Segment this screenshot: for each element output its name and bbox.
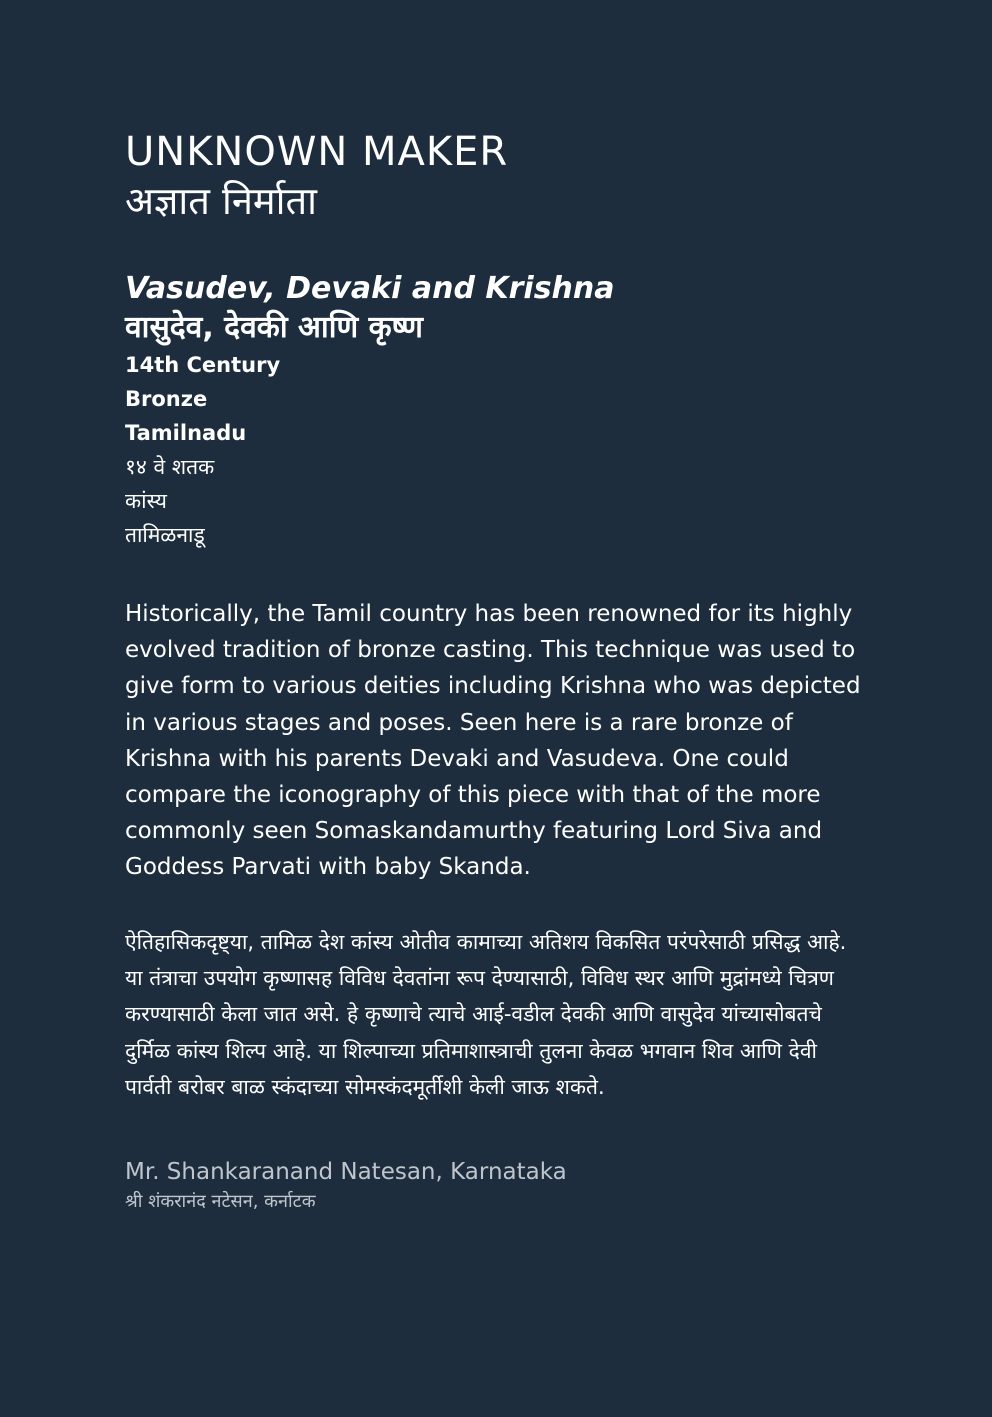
artwork-place-marathi: तामिळनाडू <box>125 523 205 547</box>
artwork-medium-marathi: कांस्य <box>125 489 167 513</box>
artwork-medium-english: Bronze <box>125 387 208 411</box>
credit-block <box>125 1156 885 1216</box>
maker-block <box>125 126 885 224</box>
artwork-date-marathi: १४ वे शतक <box>125 455 215 479</box>
maker-name-english: UNKNOWN MAKER <box>125 129 509 175</box>
artwork-title-marathi: वासुदेव, देवकी आणि कृष्ण <box>125 310 423 345</box>
credit-line-marathi: श्री शंकरानंद नटेसन, कर्नाटक <box>125 1190 316 1212</box>
description-english: Historically, the Tamil country has been renowned for its highly evolved tradition of bronze casting. This technique was used to give form to various deities including Krishna who was depicted in various stages and poses. Seen here is a rare bronze of Krishna with his parents Devaki and Vasudeva. One could compare the iconography of this piece with that of the more commonly seen Somaskandamurthy featuring Lord Siva and Goddess Parvati with baby Skanda. <box>125 601 861 881</box>
credit-line-english: Mr. Shankaranand Natesan, Karnataka <box>125 1158 567 1185</box>
maker-name-marathi: अज्ञात निर्माता <box>125 179 317 223</box>
artwork-block <box>125 270 885 552</box>
artwork-date-english: 14th Century <box>125 353 281 377</box>
description-marathi: ऐतिहासिकदृष्ट्या, तामिळ देश कांस्य ओतीव कामाच्या अतिशय विकसित परंपरेसाठी प्रसिद्ध आहे. या तंत्राचा उपयोग कृष्णासह विविध देवतांना रूप देण्यासाठी, विविध स्थर आणि मुद्रांमध्ये चित्रण करण्यासाठी केला जात असे. हे कृष्णाचे त्याचे आई-वडील देवकी आणि वासुदेव यांच्यासोबतचे दुर्मिळ कांस्य शिल्प आहे. या शिल्पाच्या प्रतिमाशास्त्राची तुलना केवळ भगवान शिव आणि देवी पार्वती बरोबर बाळ स्कंदाच्या सोमस्कंदमूर्तीशी केली जाऊ शकते. <box>125 929 847 1100</box>
museum-label <box>125 126 885 1216</box>
artwork-place-english: Tamilnadu <box>125 421 247 445</box>
artwork-title-english: Vasudev, Devaki and Krishna <box>125 271 615 306</box>
